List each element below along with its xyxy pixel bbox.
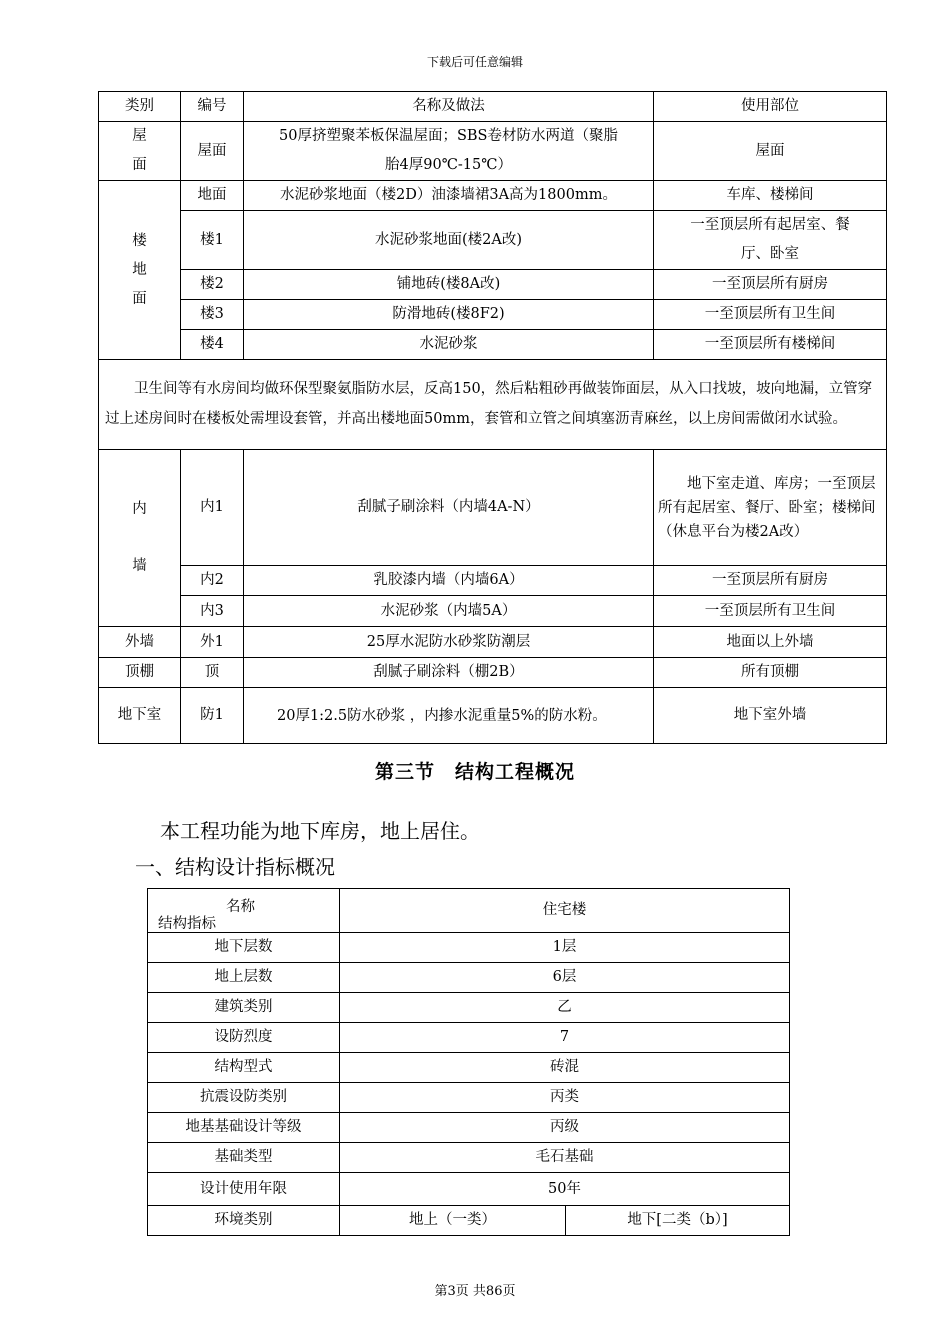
finish-table — [98, 91, 887, 744]
code-cell: 内3 — [181, 596, 244, 627]
section-title: 第三节 结构工程概况 — [374, 761, 575, 783]
method-cell: 水泥砂浆地面(楼2A改) — [244, 211, 654, 270]
code-cell: 防1 — [181, 688, 244, 744]
method-cell: 刮腻子刷涂料（内墙4A-N） — [244, 450, 654, 566]
table-row — [148, 1143, 790, 1173]
table-row — [99, 181, 887, 211]
table-row — [148, 963, 790, 993]
indicator-value: 6层 — [340, 963, 790, 993]
method-line: 胎4厚90℃-15℃） — [385, 157, 512, 173]
code-cell: 楼2 — [181, 270, 244, 300]
corner-bottom-label: 结构指标 — [158, 916, 216, 932]
header-category: 类别 — [99, 92, 181, 122]
location-cell: 一至顶层所有厨房 — [654, 566, 887, 596]
table-row — [99, 300, 887, 330]
table-row — [99, 270, 887, 300]
table-row — [148, 1173, 790, 1206]
category-cell — [99, 450, 181, 627]
method-line: 50厚挤塑聚苯板保温屋面；SBS卷材防水两道（聚脂 — [279, 128, 618, 144]
table-row — [99, 596, 887, 627]
indicator-label: 结构型式 — [148, 1053, 340, 1083]
code-cell: 楼1 — [181, 211, 244, 270]
env-above-value: 地上（一类） — [340, 1206, 566, 1236]
indicator-label: 建筑类别 — [148, 993, 340, 1023]
method-cell: 水泥砂浆（内墙5A） — [244, 596, 654, 627]
category-roof-line: 面 — [132, 157, 147, 173]
indicator-value: 丙级 — [340, 1113, 790, 1143]
code-cell: 内1 — [181, 450, 244, 566]
table-row — [99, 658, 887, 688]
indicator-value: 砖混 — [340, 1053, 790, 1083]
code-cell: 楼4 — [181, 330, 244, 360]
location-cell — [654, 211, 887, 270]
code-cell: 顶 — [181, 658, 244, 688]
location-cell: 屋面 — [654, 122, 887, 181]
table-row — [148, 1083, 790, 1113]
intro-paragraph: 本工程功能为地下库房，地上居住。 — [160, 819, 480, 843]
indicator-label: 地下层数 — [148, 933, 340, 963]
subheading: 一、结构设计指标概况 — [135, 855, 335, 879]
code-cell: 外1 — [181, 627, 244, 658]
method-cell: 刮腻子刷涂料（棚2B） — [244, 658, 654, 688]
table-row — [148, 1053, 790, 1083]
table-row — [99, 566, 887, 596]
location-line: 厅、卧室 — [741, 246, 799, 262]
indicator-value: 丙类 — [340, 1083, 790, 1113]
method-cell: 水泥砂浆 — [244, 330, 654, 360]
indicator-label: 环境类别 — [148, 1206, 340, 1236]
table-header-row — [99, 92, 887, 122]
method-cell: 防滑地砖(楼8F2) — [244, 300, 654, 330]
column-header: 住宅楼 — [340, 889, 790, 933]
method-cell: 水泥砂浆地面（楼2D）油漆墙裙3A高为1800mm。 — [244, 181, 654, 211]
indicator-value: 1层 — [340, 933, 790, 963]
location-cell: 车库、楼梯间 — [654, 181, 887, 211]
table-row — [99, 450, 887, 566]
category-cell: 顶棚 — [99, 658, 181, 688]
table-row — [148, 933, 790, 963]
code-cell: 楼3 — [181, 300, 244, 330]
category-cell — [99, 122, 181, 181]
table-row — [148, 1206, 790, 1236]
method-cell: 乳胶漆内墙（内墙6A） — [244, 566, 654, 596]
page-header: 下载后可任意编辑 — [426, 55, 523, 69]
indicator-label: 抗震设防类别 — [148, 1083, 340, 1113]
method-cell: 20厚1:2.5防水砂浆 ，内掺水泥重量5%的防水粉。 — [244, 688, 654, 744]
method-cell: 铺地砖(楼8A改) — [244, 270, 654, 300]
location-line: 一至顶层所有起居室、餐 — [690, 217, 850, 233]
indicator-label: 基础类型 — [148, 1143, 340, 1173]
location-cell: 地下室外墙 — [654, 688, 887, 744]
header-code: 编号 — [181, 92, 244, 122]
category-floor-line: 面 — [132, 290, 147, 307]
category-wall-line: 墙 — [132, 558, 147, 574]
code-cell: 屋面 — [181, 122, 244, 181]
category-cell — [99, 181, 181, 360]
code-cell: 内2 — [181, 566, 244, 596]
indicator-label: 地基基础设计等级 — [148, 1113, 340, 1143]
location-cell: 地面以上外墙 — [654, 627, 887, 658]
header-location: 使用部位 — [654, 92, 887, 122]
table-row — [99, 330, 887, 360]
category-cell: 地下室 — [99, 688, 181, 744]
header-method: 名称及做法 — [244, 92, 654, 122]
table-row — [148, 1023, 790, 1053]
indicator-label: 设计使用年限 — [148, 1173, 340, 1206]
corner-header — [148, 889, 340, 933]
indicator-label: 设防烈度 — [148, 1023, 340, 1053]
location-cell: 一至顶层所有卫生间 — [654, 300, 887, 330]
table-row — [99, 688, 887, 744]
table-row — [99, 627, 887, 658]
indicator-value: 毛石基础 — [340, 1143, 790, 1173]
table-row — [99, 122, 887, 181]
env-below-value: 地下[二类（b）] — [566, 1206, 790, 1236]
category-wall-line: 内 — [132, 501, 147, 517]
location-cell: 地下室走道、库房；一至顶层所有起居室、餐厅、卧室；楼梯间（休息平台为楼2A改） — [654, 450, 887, 566]
waterproof-note: 卫生间等有水房间均做环保型聚氨脂防水层，反高150，然后粘粗砂再做装饰面层，从入口找坡，坡向地漏，立管穿过上述房间时在楼板处需埋设套管，并高出楼地面50mm，套管和立管之间填塞沥青麻丝，以上房间需做闭水试验。 — [99, 360, 887, 450]
method-cell: 25厚水泥防水砂浆防潮层 — [244, 627, 654, 658]
structure-table — [147, 888, 790, 1236]
table-row — [148, 1113, 790, 1143]
indicator-value: 7 — [340, 1023, 790, 1053]
corner-top-label: 名称 — [226, 899, 255, 915]
table-row — [99, 211, 887, 270]
location-cell: 一至顶层所有楼梯间 — [654, 330, 887, 360]
category-roof-line: 屋 — [132, 128, 147, 144]
table-row — [99, 360, 887, 450]
table-row — [148, 993, 790, 1023]
indicator-label: 地上层数 — [148, 963, 340, 993]
method-cell — [244, 122, 654, 181]
category-floor-line: 地 — [132, 261, 147, 278]
indicator-value: 50年 — [340, 1173, 790, 1206]
location-cell: 一至顶层所有厨房 — [654, 270, 887, 300]
indicator-value: 乙 — [340, 993, 790, 1023]
category-cell: 外墙 — [99, 627, 181, 658]
table-header-row — [148, 889, 790, 933]
location-cell: 所有顶棚 — [654, 658, 887, 688]
code-cell: 地面 — [181, 181, 244, 211]
category-floor-line: 楼 — [132, 232, 147, 249]
location-cell: 一至顶层所有卫生间 — [654, 596, 887, 627]
page-footer: 第3页 共86页 — [434, 1284, 516, 1299]
